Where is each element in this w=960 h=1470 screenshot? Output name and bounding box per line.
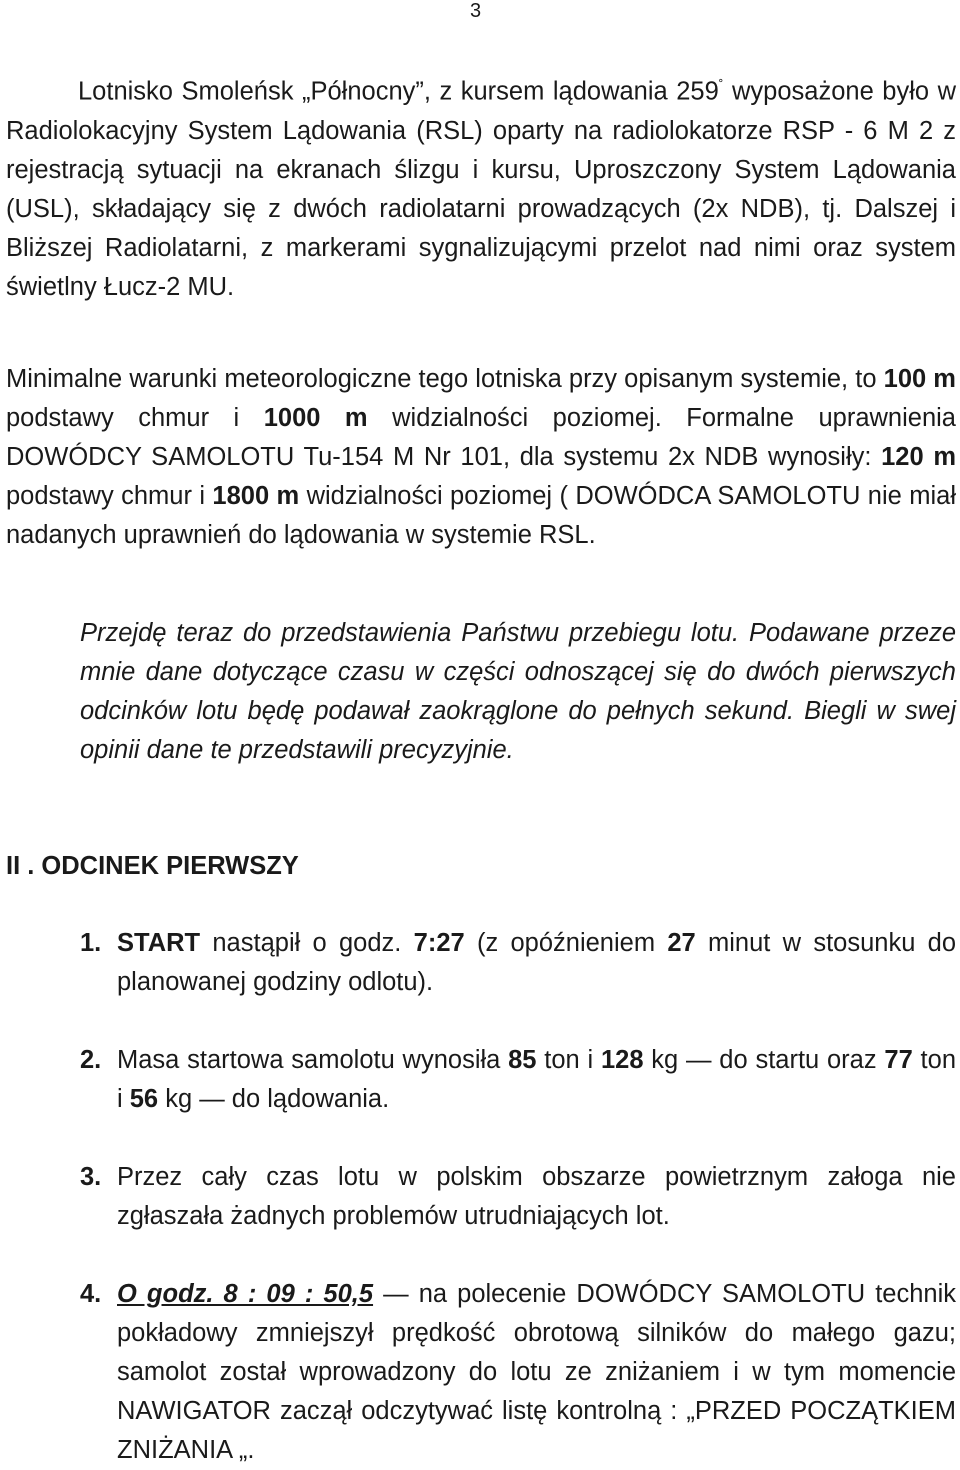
- list-item-text: nastąpił o godz.: [200, 929, 414, 957]
- list-item-number: 3.: [80, 1163, 102, 1191]
- list-item-number: 4.: [80, 1280, 102, 1308]
- paragraph-text: widzialności poziomej ( DOWÓDCA SAMOLOTU nie miał nadanych uprawnień do lądowania w systemie RSL.: [6, 482, 956, 549]
- paragraph-text: Minimalne warunki meteorologiczne tego lotniska przy opisanym systemie, to: [6, 365, 884, 393]
- paragraph-airport-systems: [6, 66, 956, 307]
- list-item-text: ton i: [117, 1046, 956, 1113]
- bold-value: 27: [667, 929, 696, 957]
- list-item: [80, 1275, 956, 1470]
- list-item: [80, 1041, 956, 1119]
- list-item-text: — na polecenie DOWÓDCY SAMOLOTU technik pokładowy zmniejszył prędkość obrotową silników do małego gazu; samolot został wprowadzony do lotu ze zniżaniem i w tym momencie NAWIGATOR zaczął odczytywać listę kontrolną : „PRZED POCZĄTKIEM ZNIŻANIA „.: [117, 1280, 956, 1464]
- bold-value: 120 m: [881, 443, 956, 471]
- list-item-body: [117, 1041, 956, 1119]
- list-item-text: minut w stosunku do planowanej godziny odlotu).: [117, 929, 957, 996]
- paragraph-weather-minimums: [6, 360, 956, 555]
- page-number: 3: [470, 0, 482, 22]
- list-item-body: [117, 1158, 956, 1236]
- list-item: [80, 924, 956, 1002]
- list-item-text: kg — do lądowania.: [158, 1085, 390, 1113]
- list-item-text: (z opóźnieniem: [464, 929, 668, 957]
- paragraph-text: Lotnisko Smoleńsk „Północny”, z kursem lądowania 259: [78, 77, 719, 106]
- bold-value: 85: [508, 1046, 537, 1074]
- paragraph-text: podstawy chmur i: [6, 482, 213, 510]
- paragraph-text: wyposażone było w Radiolokacyjny System Lądowania (RSL) oparty na radiolokatorze RSP - 6 M 2 z rejestracją sytuacji na ekranach ślizgu i kursu, Uproszczony System Lądowania (USL), składający się z dwóch radiolatarni prowadzących (2x NDB), tj. Dalszej i Bliższej Radiolatarni, z markerami sygnalizującymi przelot nad nimi oraz system świetlny Łucz-2 MU.: [6, 77, 956, 301]
- list-item-text: Masa startowa samolotu wynosiła: [117, 1046, 509, 1074]
- list-item-number: 2.: [80, 1046, 102, 1074]
- paragraph-text: podstawy chmur i: [6, 404, 264, 432]
- bold-value: 56: [129, 1085, 159, 1113]
- bold-value: START: [117, 929, 201, 957]
- bold-value: 7:27: [413, 929, 465, 957]
- degree-symbol: ˚: [718, 77, 724, 93]
- list-item-text: ton i: [536, 1046, 601, 1074]
- bold-value: 1800 m: [212, 482, 300, 510]
- bold-value: 100 m: [883, 365, 956, 393]
- paragraph-text: widzialności poziomej. Formalne uprawnienia DOWÓDCY SAMOLOTU Tu-154 M Nr 101, dla systemu 2x NDB wynosiły:: [6, 404, 956, 471]
- list-item-text: Przez cały czas lotu w polskim obszarze powietrznym załoga nie zgłaszała żadnych problemów utrudniających lot.: [117, 1163, 956, 1230]
- bold-value: 1000 m: [263, 404, 368, 432]
- list-item-body: [117, 924, 956, 1002]
- list-item-text: kg — do startu oraz: [643, 1046, 885, 1074]
- list-item-body: [117, 1275, 956, 1470]
- list-item-number: 1.: [80, 929, 102, 957]
- paragraph-flight-intro: Przejdę teraz do przedstawienia Państwu przebiegu lotu. Podawane przeze mnie dane dotyczące czasu w części odnoszącej się do dwóch pierwszych odcinków lotu będę podawał zaokrąglone do pełnych sekund. Biegli w swej opinii dane te przedstawili precyzyjnie.: [80, 619, 956, 764]
- time-stamp: O godz. 8 : 09 : 50,5: [117, 1280, 374, 1308]
- section-heading: II . ODCINEK PIERWSZY: [6, 852, 299, 880]
- bold-value: 128: [600, 1046, 644, 1074]
- list-item: [80, 1158, 956, 1236]
- bold-value: 77: [884, 1046, 913, 1074]
